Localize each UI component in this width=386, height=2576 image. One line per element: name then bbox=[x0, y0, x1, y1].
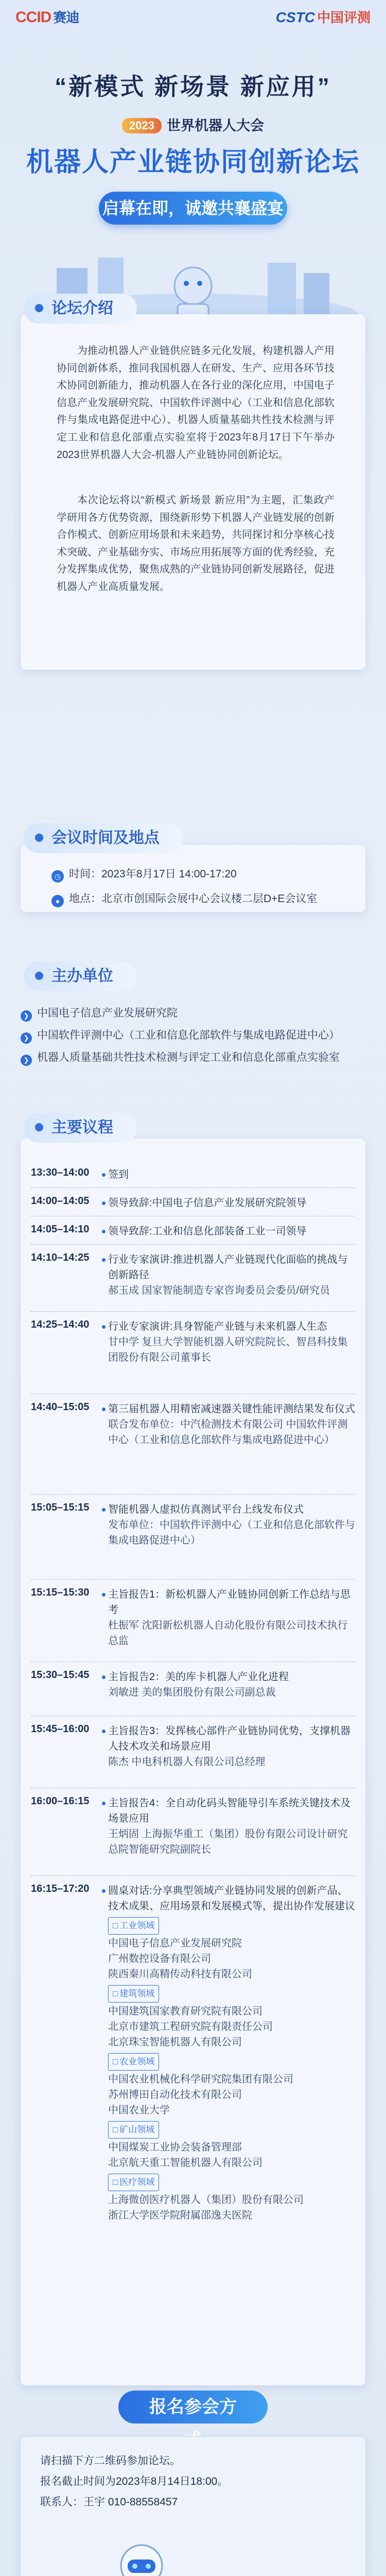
robot-mascot bbox=[108, 2540, 175, 2576]
registration-title: 报名参会方 bbox=[118, 2391, 268, 2424]
roundtable-group: □ 矿山领域 中国煤炭工业协会装备管理部 北京航天重工智能机器人有限公司 bbox=[108, 2118, 355, 2171]
year-badge: 2023 bbox=[122, 118, 162, 133]
divider bbox=[31, 1244, 355, 1245]
chevron-right-icon: ❯ bbox=[21, 1055, 32, 1066]
divider bbox=[31, 1579, 355, 1580]
time-place-title: 会议时间及地点 bbox=[24, 823, 183, 853]
meeting-time: ◷ 时间：2023年8月17日 14:00-17:20 bbox=[51, 866, 237, 883]
roundtable-group: □ 工业领域 中国电子信息产业发展研究院 广州数控设备有限公司 陕西秦川高精传动科技有限公司 bbox=[108, 1914, 355, 1982]
clock-icon: ◷ bbox=[51, 870, 64, 883]
agenda-title: 主要议程 bbox=[24, 1113, 137, 1143]
registration-line-1: 请扫描下方二维码参加论坛。 bbox=[40, 2455, 181, 2467]
host-org-3: ❯ 机器人质量基础共性技术检测与评定工业和信息化部重点实验室 bbox=[21, 1049, 340, 1066]
registration-line-2: 报名截止时间为2023年8月14日18:00。 bbox=[40, 2476, 229, 2487]
registration-line-3: 联系人：王宇 010-88558457 bbox=[40, 2496, 178, 2508]
host-org-2: ❯ 中国软件评测中心（工业和信息化部软件与集成电路促进中心） bbox=[21, 1027, 340, 1044]
chevron-right-icon: ❯ bbox=[21, 1010, 32, 1022]
meeting-place: ● 地点：北京市创国际会展中心会议楼二层D+E会议室 bbox=[51, 890, 317, 907]
divider bbox=[31, 1875, 355, 1876]
intro-title: 论坛介绍 bbox=[24, 294, 137, 324]
roundtable-group: □ 建筑领域 中国建筑国家教育研究院有限公司 北京市建筑工程研究院有限责任公司 北京珠宝智能机器人有限公司 bbox=[108, 1982, 355, 2050]
location-icon: ● bbox=[51, 895, 64, 907]
divider bbox=[31, 1494, 355, 1495]
host-org-1: ❯ 中国电子信息产业发展研究院 bbox=[21, 1005, 178, 1022]
cstc-logo: CSTC 中国评测 bbox=[275, 9, 371, 25]
ccid-logo: CCID 赛迪 bbox=[15, 9, 79, 26]
host-title: 主办单位 bbox=[24, 961, 137, 991]
divider bbox=[31, 1311, 355, 1312]
intro-paragraph-1: 为推动机器人产业链供应链多元化发展，构建机器人产用协同创新体系，推同我国机器人在研发、生产、应用各环节技术协同创新能力，推动机器人在各行业的深化应用，中国电子信息产业发展研究院、中国软件评测中心（工业和信息化部软件与集成电路促进中心）、机器人质量基础共性技术检测与评定工业和信息化部重点实验室将于2023年8月17日下午举办2023世界机器人大会-机器人产业链协同创新论坛。 bbox=[57, 345, 335, 461]
chevron-right-icon: ❯ bbox=[21, 1032, 32, 1044]
slogan: “新模式 新场景 新应用” bbox=[55, 73, 331, 100]
forum-title: 机器人产业链协同创新论坛 bbox=[26, 147, 360, 177]
conference-name: 2023 世界机器人大会 bbox=[0, 114, 386, 134]
invite-banner: 启幕在即，诚邀共襄盛宴 bbox=[99, 192, 287, 225]
intro-paragraph-2: 本次论坛将以“新模式 新场景 新应用”为主题，汇集政产学研用各方优势资源，围绕新形势下机器人产业链发展的创新合作模式、创新应用场景和未来趋势，共同探讨和分享核心技术突破、产业基础夯实、市场应用拓展等方面的优秀经验，充分发挥集成优势，聚焦成熟的产业链协同创新发展路径，促进机器人产业高质量发展。 bbox=[57, 495, 335, 592]
header-bar bbox=[0, 0, 386, 31]
roundtable-group: □ 农业领域 中国农业机械化科学研究院集团有限公司 苏州博田自动化技术有限公司 中国农业大学 bbox=[108, 2050, 355, 2118]
roundtable-group: □ 医疗领域 上海微创医疗机器人（集团）股份有限公司 浙江大学医学院附属邵逸夫医院 bbox=[108, 2171, 355, 2223]
